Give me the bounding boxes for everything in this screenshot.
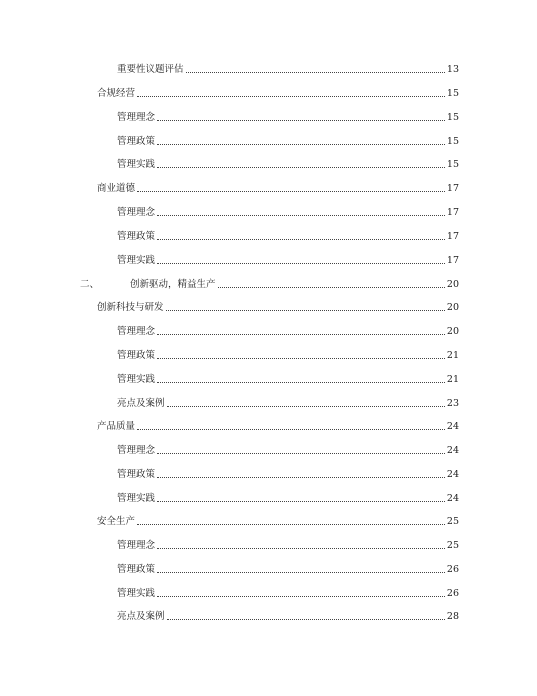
toc-page-number: 23 [446, 398, 459, 409]
toc-entry-title: 管理政策 [117, 231, 156, 242]
dot-leader [157, 167, 445, 168]
toc-entry[interactable] [117, 609, 459, 623]
toc-entry-title: 管理实践 [117, 255, 156, 266]
toc-entry[interactable] [117, 205, 459, 219]
toc-entry[interactable] [117, 586, 459, 600]
dot-leader [157, 358, 445, 359]
toc-page-number: 24 [446, 493, 459, 504]
toc-entry-title: 亮点及案例 [117, 611, 165, 622]
toc-entry[interactable] [97, 181, 459, 195]
dot-leader [157, 453, 445, 454]
toc-entry[interactable] [117, 538, 459, 552]
toc-entry[interactable] [117, 372, 459, 386]
toc-entry[interactable] [117, 253, 459, 267]
toc-page-number: 17 [446, 255, 459, 266]
toc-page-number: 24 [446, 445, 459, 456]
dot-leader [157, 596, 445, 597]
toc-page-number: 25 [446, 516, 459, 527]
toc-entry[interactable] [117, 229, 459, 243]
toc-entry-title: 商业道德 [97, 183, 136, 194]
toc-entry-title: 管理理念 [117, 326, 156, 337]
toc-page-number: 20 [446, 302, 459, 313]
toc-entry-title: 创新科技与研发 [97, 302, 164, 313]
dot-leader [137, 191, 445, 192]
toc-entry[interactable] [117, 324, 459, 338]
toc-entry-title: 管理理念 [117, 540, 156, 551]
toc-page-number: 20 [446, 326, 459, 337]
toc-page-number: 25 [446, 540, 459, 551]
dot-leader [218, 287, 445, 288]
dot-leader [157, 501, 445, 502]
toc-entry[interactable] [117, 62, 459, 76]
toc-entry[interactable] [80, 277, 459, 291]
toc-page-number: 15 [446, 136, 459, 147]
toc-entry-title: 管理理念 [117, 445, 156, 456]
toc-entry-title: 管理实践 [117, 374, 156, 385]
dot-leader [186, 72, 445, 73]
toc-entry[interactable] [117, 443, 459, 457]
toc-entry-title: 管理实践 [117, 159, 156, 170]
dot-leader [157, 548, 445, 549]
dot-leader [167, 619, 445, 620]
toc-entry[interactable] [117, 157, 459, 171]
toc-entry[interactable] [117, 562, 459, 576]
toc-page-number: 21 [446, 350, 459, 361]
dot-leader [157, 572, 445, 573]
toc-entry-title: 管理实践 [117, 493, 156, 504]
toc-page-number: 13 [446, 64, 459, 75]
toc-entry-title: 管理理念 [117, 207, 156, 218]
toc-entry[interactable] [97, 419, 459, 433]
toc-entry[interactable] [97, 300, 459, 314]
toc-entry[interactable] [117, 110, 459, 124]
toc-page-number: 24 [446, 421, 459, 432]
toc-entry-title: 合规经营 [97, 88, 136, 99]
toc-entry-title: 创新驱动，精益生产 [130, 279, 216, 290]
dot-leader [157, 239, 445, 240]
dot-leader [157, 477, 445, 478]
toc-page-number: 15 [446, 112, 459, 123]
dot-leader [137, 429, 445, 430]
toc-entry-title: 管理政策 [117, 564, 156, 575]
toc-entry-title: 管理政策 [117, 350, 156, 361]
dot-leader [157, 215, 445, 216]
toc-page-number: 20 [446, 279, 459, 290]
toc-page-number: 17 [446, 183, 459, 194]
dot-leader [157, 382, 445, 383]
dot-leader [157, 263, 445, 264]
toc-page-number: 15 [446, 159, 459, 170]
dot-leader [157, 334, 445, 335]
toc-page-number: 26 [446, 588, 459, 599]
toc-page-number: 17 [446, 231, 459, 242]
toc-entry-title: 产品质量 [97, 421, 136, 432]
toc-entry-title: 管理实践 [117, 588, 156, 599]
toc-entry[interactable] [117, 467, 459, 481]
toc-entry-title: 亮点及案例 [117, 398, 165, 409]
dot-leader [157, 144, 445, 145]
toc-entry[interactable] [97, 514, 459, 528]
toc-entry[interactable] [97, 86, 459, 100]
toc-page-number: 24 [446, 469, 459, 480]
dot-leader [157, 120, 445, 121]
toc-entry-title: 管理政策 [117, 136, 156, 147]
toc-page-number: 21 [446, 374, 459, 385]
dot-leader [137, 96, 445, 97]
toc-entry-title: 管理理念 [117, 112, 156, 123]
toc-page-number: 26 [446, 564, 459, 575]
toc-entry-title: 管理政策 [117, 469, 156, 480]
toc-entry[interactable] [117, 396, 459, 410]
toc-entry-title: 重要性议题评估 [117, 64, 184, 75]
toc-section-number: 二、 [80, 279, 100, 290]
toc-page-number: 17 [446, 207, 459, 218]
toc-entry[interactable] [117, 491, 459, 505]
toc-page-number: 28 [446, 611, 459, 622]
toc-page-number: 15 [446, 88, 459, 99]
dot-leader [166, 310, 445, 311]
dot-leader [137, 524, 445, 525]
dot-leader [167, 406, 445, 407]
toc-entry[interactable] [117, 348, 459, 362]
toc-entry[interactable] [117, 134, 459, 148]
toc-entry-title: 安全生产 [97, 516, 136, 527]
